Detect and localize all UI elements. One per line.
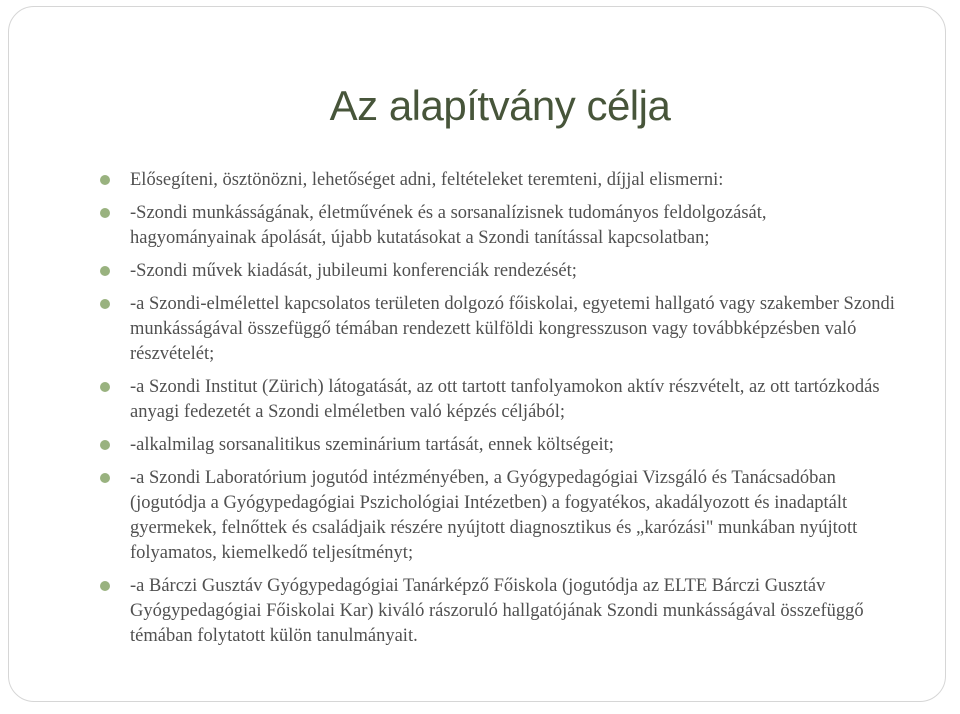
list-item (97, 292, 897, 367)
bullet-dot-icon (100, 299, 110, 309)
bullet-dot-icon (100, 440, 110, 450)
bullet-list (97, 168, 897, 657)
bullet-text: -Szondi művek kiadását, jubileumi konferenciák rendezését; (130, 261, 577, 281)
list-item (97, 574, 897, 649)
bullet-dot-icon (100, 473, 110, 483)
list-item (97, 466, 897, 566)
bullet-dot-icon (100, 266, 110, 276)
bullet-dot-icon (100, 581, 110, 591)
list-item (97, 259, 897, 284)
list-item (97, 375, 897, 425)
bullet-text: -a Szondi Laboratórium jogutód intézményében, a Gyógypedagógiai Vizsgáló és Tanácsadóban (jogutódja a Gyógypedagógiai Pszichológiai Intézetben) a fogyatékos, akadályozott és inadaptált gyermekek, felnőttek és családjaik részére nyújtott diagnosztikus és „karózási" munkában nyújtott folyamatos, kiemelkedő teljesítményt; (130, 468, 858, 563)
bullet-dot-icon (100, 175, 110, 185)
list-item (97, 168, 897, 193)
bullet-text: -a Bárczi Gusztáv Gyógypedagógiai Tanárképző Főiskola (jogutódja az ELTE Bárczi Gusztáv Gyógypedagógiai Főiskolai Kar) kiváló rászoruló hallgatójának Szondi munkásságával összefüggő témában folytatott külön tanulmányait. (130, 576, 864, 646)
bullet-text: -a Szondi-elmélettel kapcsolatos területen dolgozó főiskolai, egyetemi hallgató vagy szakember Szondi munkásságával összefüggő témában rendezett külföldi kongresszuson vagy továbbképzésben való részvételét; (130, 294, 895, 364)
list-item (97, 433, 897, 458)
bullet-text: -Szondi munkásságának, életművének és a sorsanalízisnek tudományos feldolgozását, hagyományainak ápolását, újabb kutatásokat a Szondi tanítással kapcsolatban; (130, 203, 767, 248)
bullet-dot-icon (100, 382, 110, 392)
slide-title: Az alapítvány célja (329, 82, 671, 129)
bullet-text: -alkalmilag sorsanalitikus szeminárium tartását, ennek költségeit; (130, 435, 614, 455)
bullet-text: Elősegíteni, ösztönözni, lehetőséget adni, feltételeket teremteni, díjjal elismerni: (130, 170, 724, 190)
list-item (97, 201, 897, 251)
bullet-dot-icon (100, 208, 110, 218)
bullet-text: -a Szondi Institut (Zürich) látogatását, az ott tartott tanfolyamokon aktív részvételt, az ott tartózkodás anyagi fedezetét a Szondi elméletben való képzés céljából; (130, 377, 880, 422)
